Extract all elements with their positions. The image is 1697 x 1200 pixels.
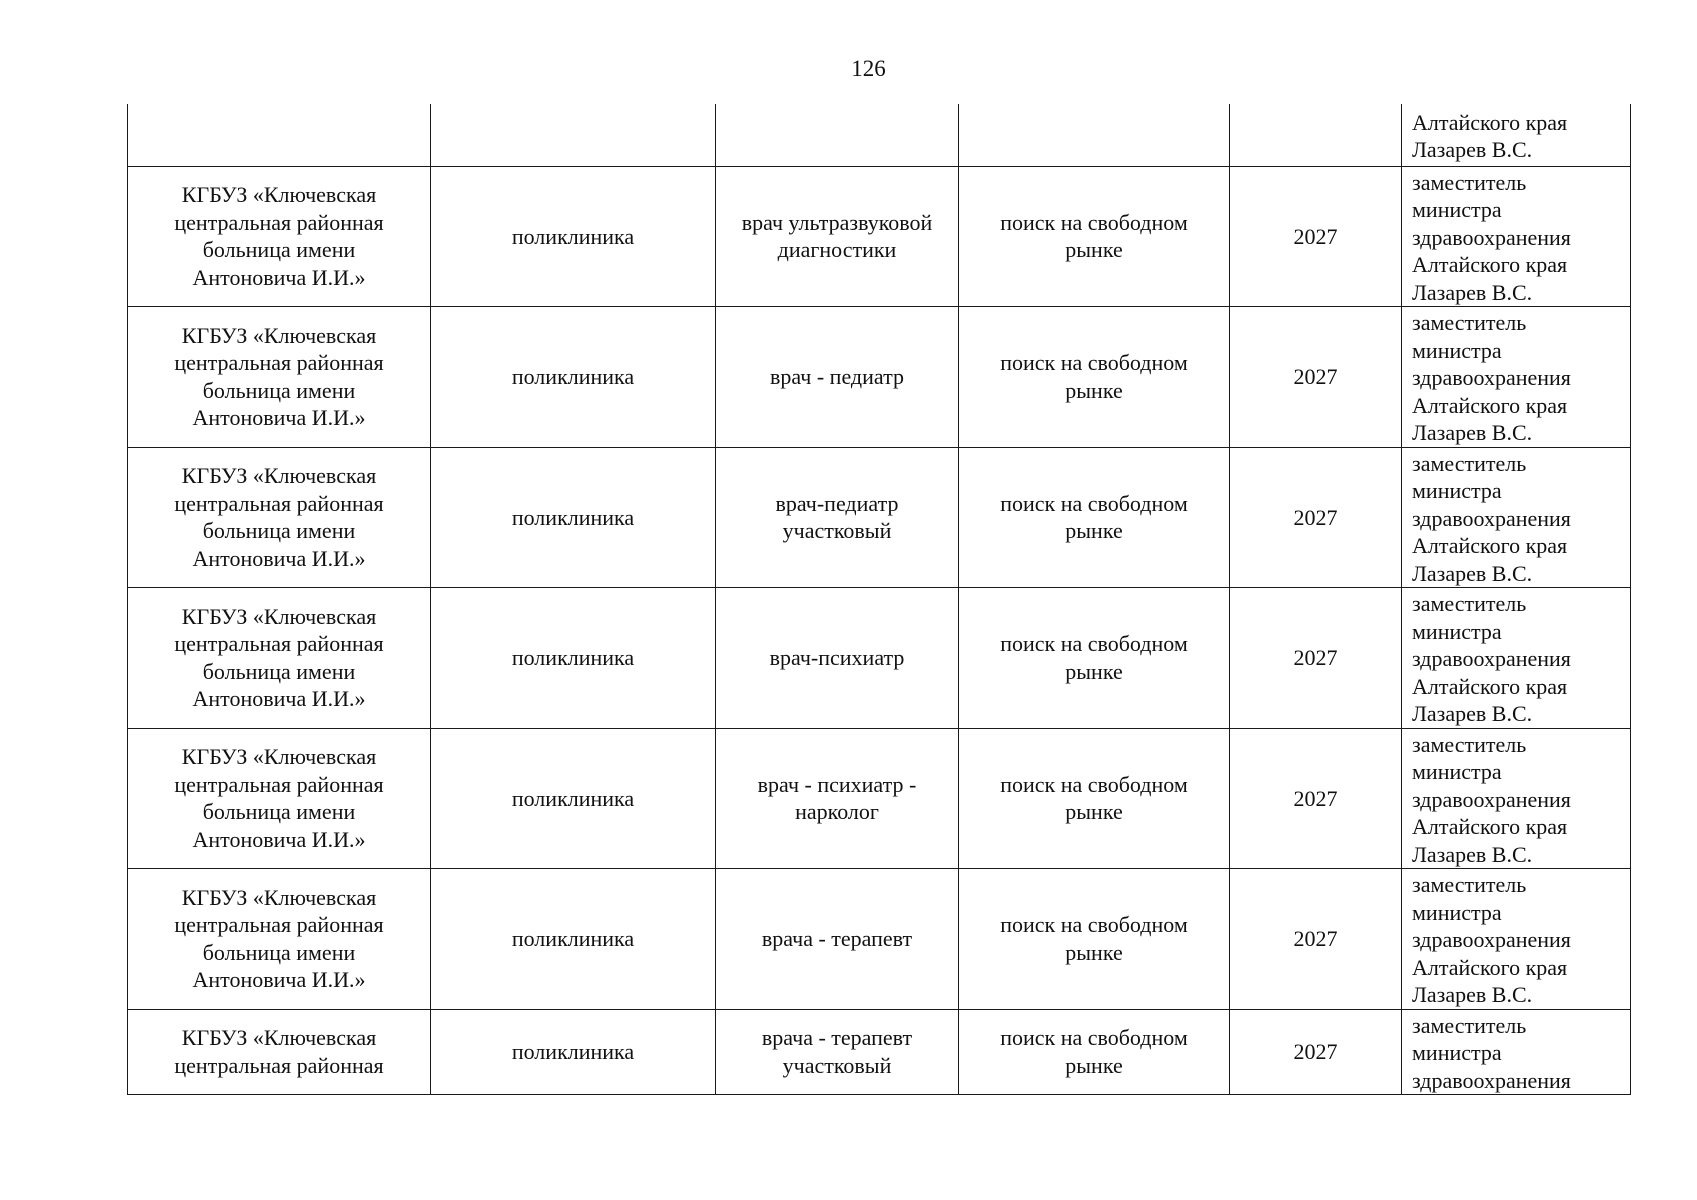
- cell-org-line: КГБУЗ «Ключевская: [181, 1025, 377, 1051]
- cell-method: [959, 307, 1230, 448]
- cell-org-line: КГБУЗ «Ключевская: [181, 603, 377, 629]
- cell-method-line: поиск на свободном: [1000, 490, 1188, 516]
- cell-org-line: КГБУЗ «Ключевская: [181, 322, 377, 348]
- cell-position-line: участковый: [782, 518, 892, 544]
- cell-org-line: центральная районная: [174, 350, 384, 376]
- cell-year: 2027: [1230, 869, 1402, 1010]
- table-row: [128, 307, 1631, 448]
- cell-year: 2027: [1230, 166, 1402, 307]
- cell-org-line: центральная районная: [174, 1052, 384, 1078]
- cell-division: поликлиника: [431, 166, 716, 307]
- cell-org-line: центральная районная: [174, 771, 384, 797]
- cell-responsible-line: здравоохранения: [1412, 927, 1571, 952]
- cell-org-line: больница имени: [202, 658, 356, 684]
- cell-responsible-line: Лазарев В.С.: [1412, 701, 1533, 726]
- cell-position-line: врач - педиатр: [770, 364, 904, 389]
- cell-position: [716, 307, 959, 448]
- carry-over-row: [128, 104, 1631, 166]
- table-row: [128, 447, 1631, 588]
- cell-responsible-line: заместитель: [1412, 591, 1527, 616]
- cell-division: [431, 104, 716, 166]
- cell-org-line: центральная районная: [174, 209, 384, 235]
- cell-responsible-line: министра: [1412, 478, 1502, 503]
- cell-responsible-line: министра: [1412, 197, 1502, 222]
- cell-org: [128, 588, 431, 729]
- cell-method-line: поиск на свободном: [1000, 350, 1188, 376]
- cell-method: [959, 588, 1230, 729]
- cell-division: поликлиника: [431, 869, 716, 1010]
- cell-method-line: поиск на свободном: [1000, 631, 1188, 657]
- cell-position-line: врач-педиатр: [775, 490, 899, 516]
- cell-division: поликлиника: [431, 1009, 716, 1095]
- cell-method-line: поиск на свободном: [1000, 771, 1188, 797]
- cell-responsible-line: Лазарев В.С.: [1412, 560, 1533, 586]
- staffing-table: [127, 104, 1631, 1095]
- table-row: [128, 588, 1631, 729]
- cell-method: [959, 104, 1230, 166]
- cell-year: 2027: [1230, 447, 1402, 588]
- cell-responsible-line: здравоохранения: [1412, 365, 1571, 390]
- cell-responsible-line: заместитель: [1412, 310, 1527, 335]
- cell-responsible-line: здравоохранения: [1412, 646, 1571, 671]
- cell-responsible-line: заместитель: [1412, 731, 1527, 757]
- cell-responsible: [1402, 588, 1631, 729]
- cell-method-line: рынке: [1065, 939, 1123, 965]
- responsible-line: Лазарев В.С.: [1412, 137, 1533, 162]
- cell-position-line: врач ультразвуковой: [741, 209, 933, 235]
- table-row: [128, 728, 1631, 869]
- cell-position: [716, 728, 959, 869]
- cell-org-line: Антоновича И.И.»: [192, 405, 366, 431]
- cell-position-line: нарколог: [795, 799, 879, 825]
- cell-org: [128, 307, 431, 448]
- cell-responsible-line: здравоохранения: [1412, 224, 1571, 250]
- cell-org-line: центральная районная: [174, 490, 384, 516]
- cell-responsible-line: Лазарев В.С.: [1412, 420, 1533, 445]
- cell-org: [128, 1009, 431, 1095]
- cell-responsible-line: министра: [1412, 618, 1502, 644]
- cell-org-line: КГБУЗ «Ключевская: [181, 744, 377, 770]
- cell-responsible-line: здравоохранения: [1412, 505, 1571, 531]
- cell-responsible: [1402, 166, 1631, 307]
- cell-responsible-line: Алтайского края: [1412, 673, 1568, 699]
- cell-year: 2027: [1230, 728, 1402, 869]
- cell-division: поликлиника: [431, 588, 716, 729]
- cell-year: [1230, 104, 1402, 166]
- cell-method: [959, 869, 1230, 1010]
- cell-method: [959, 447, 1230, 588]
- table-row: [128, 166, 1631, 307]
- cell-responsible-line: Алтайского края: [1412, 814, 1568, 839]
- cell-org-line: КГБУЗ «Ключевская: [181, 182, 377, 208]
- cell-division: поликлиника: [431, 447, 716, 588]
- cell-responsible-line: заместитель: [1412, 169, 1527, 195]
- cell-org-line: Антоновича И.И.»: [192, 264, 366, 290]
- cell-method-line: рынке: [1065, 799, 1123, 825]
- cell-org-line: больница имени: [202, 377, 356, 403]
- cell-responsible-line: здравоохранения: [1412, 1067, 1571, 1093]
- cell-org: [128, 869, 431, 1010]
- cell-responsible-line: Алтайского края: [1412, 954, 1568, 980]
- cell-responsible-line: министра: [1412, 1040, 1502, 1065]
- cell-org-line: больница имени: [202, 237, 356, 263]
- cell-responsible-line: здравоохранения: [1412, 786, 1571, 812]
- cell-responsible-line: Алтайского края: [1412, 392, 1568, 418]
- cell-position: [716, 447, 959, 588]
- cell-responsible-line: заместитель: [1412, 872, 1527, 897]
- cell-division: поликлиника: [431, 728, 716, 869]
- cell-position-line: участковый: [782, 1052, 892, 1078]
- cell-position: [716, 166, 959, 307]
- cell-division: поликлиника: [431, 307, 716, 448]
- cell-responsible: [1402, 447, 1631, 588]
- cell-position: [716, 104, 959, 166]
- cell-position-line: диагностики: [777, 237, 897, 263]
- cell-position-line: врач - психиатр -: [757, 771, 917, 797]
- cell-org-line: Антоновича И.И.»: [192, 686, 366, 712]
- cell-method-line: поиск на свободном: [1000, 912, 1188, 938]
- cell-org-line: КГБУЗ «Ключевская: [181, 884, 377, 910]
- cell-responsible-line: Лазарев В.С.: [1412, 279, 1533, 305]
- cell-org-line: Антоновича И.И.»: [192, 967, 366, 993]
- cell-method: [959, 728, 1230, 869]
- cell-year: 2027: [1230, 588, 1402, 729]
- page-number: 126: [851, 56, 886, 81]
- cell-responsible: [1402, 104, 1631, 166]
- cell-method-line: рынке: [1065, 237, 1123, 263]
- cell-org-line: больница имени: [202, 939, 356, 965]
- cell-org-line: больница имени: [202, 799, 356, 825]
- cell-year: 2027: [1230, 1009, 1402, 1095]
- cell-org-line: больница имени: [202, 518, 356, 544]
- cell-position: [716, 1009, 959, 1095]
- cell-responsible: [1402, 869, 1631, 1010]
- table-row: [128, 869, 1631, 1010]
- cell-org: [128, 728, 431, 869]
- cell-method-line: поиск на свободном: [1000, 209, 1188, 235]
- cell-responsible-line: министра: [1412, 337, 1502, 363]
- cell-org-line: КГБУЗ «Ключевская: [181, 463, 377, 489]
- cell-method: [959, 1009, 1230, 1095]
- cell-org-line: Антоновича И.И.»: [192, 545, 366, 571]
- cell-responsible: [1402, 1009, 1631, 1095]
- cell-responsible-line: Лазарев В.С.: [1412, 982, 1533, 1007]
- cell-method-line: рынке: [1065, 377, 1123, 403]
- cell-responsible-line: Алтайского края: [1412, 533, 1568, 558]
- cell-position-line: врача - терапевт: [761, 1025, 913, 1051]
- cell-responsible-line: министра: [1412, 759, 1502, 784]
- cell-position: [716, 588, 959, 729]
- cell-org-line: центральная районная: [174, 912, 384, 938]
- cell-position-line: врача - терапевт: [761, 926, 913, 951]
- responsible-line: Алтайского края: [1412, 109, 1568, 135]
- cell-responsible: [1402, 307, 1631, 448]
- cell-position: [716, 869, 959, 1010]
- cell-responsible-line: министра: [1412, 899, 1502, 925]
- cell-responsible-line: Лазарев В.С.: [1412, 841, 1533, 867]
- cell-responsible-line: заместитель: [1412, 450, 1527, 476]
- cell-method-line: поиск на свободном: [1000, 1025, 1188, 1051]
- cell-org: [128, 104, 431, 166]
- cell-method-line: рынке: [1065, 1052, 1123, 1078]
- cell-year: 2027: [1230, 307, 1402, 448]
- cell-org: [128, 166, 431, 307]
- cell-org-line: Антоновича И.И.»: [192, 826, 366, 852]
- cell-method-line: рынке: [1065, 658, 1123, 684]
- cell-org-line: центральная районная: [174, 631, 384, 657]
- cell-org: [128, 447, 431, 588]
- cell-method: [959, 166, 1230, 307]
- cell-responsible-line: Алтайского края: [1412, 252, 1568, 277]
- cell-method-line: рынке: [1065, 518, 1123, 544]
- table-row: [128, 1009, 1631, 1095]
- cell-position-line: врач-психиатр: [769, 645, 905, 670]
- cell-responsible-line: заместитель: [1412, 1012, 1527, 1038]
- cell-responsible: [1402, 728, 1631, 869]
